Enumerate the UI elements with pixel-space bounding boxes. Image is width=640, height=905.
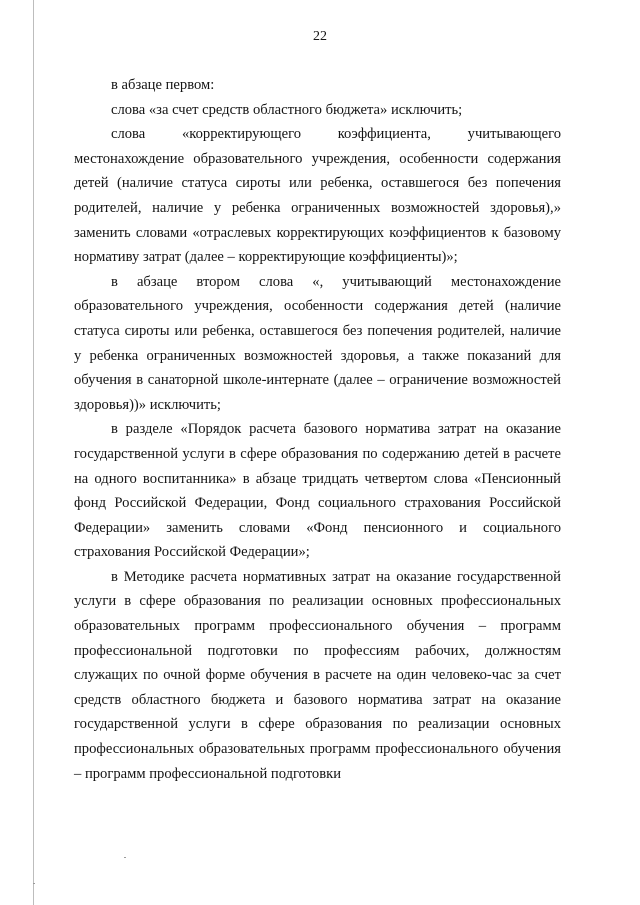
page-number: 22 — [313, 29, 327, 44]
paragraph: в Методике расчета нормативных затрат на оказание государственной услуги в сфере образования по реализации основных профессиональных образовательных программ профессионального обучения – программ профессиональной подготовки по профессиям рабочих, должностям служащих по очной форме обучения в расчете на один человеко-час за счет средств областного бюджета и базового норматива затрат на оказание государственной услуги в сфере образования по реализации основных профессиональных образовательных программ профессионального обучения – программ профессиональной подготовки — [74, 568, 561, 782]
paragraph: слова «корректирующего коэффициента, учитывающего местонахождение образовательного учреждения, особенности содержания детей (наличие статуса сироты или ребенка, оставшегося без попечения родителей, наличие у ребенка ограниченных возможностей здоровья),» заменить словами «отраслевых корректирующих коэффициентов к базовому нормативу затрат (далее – корректирующие коэффициенты)»; — [74, 126, 561, 266]
scan-speck — [33, 883, 35, 884]
document-body — [74, 73, 561, 786]
scan-speck — [124, 857, 126, 858]
paragraph: в абзаце втором слова «, учитывающий местонахождение образовательного учреждения, особенности содержания детей (наличие статуса сироты или ребенка, оставшегося без попечения родителей, наличие у ребенка ограниченных возможностей здоровья, а также показаний для обучения в санаторной школе-интернате (далее – ограничение возможностей здоровья))» исключить; — [74, 273, 561, 413]
paragraph: слова «за счет средств областного бюджета» исключить; — [111, 101, 463, 118]
paragraph: в разделе «Порядок расчета базового норматива затрат на оказание государственной услуги в сфере образования по содержанию детей в расчете на одного воспитанника» в абзаце тридцать четвертом слова «Пенсионный фонд Российской Федерации, Фонд социального страхования Российской Федерации» заменить словами «Фонд пенсионного и социального страхования Российской Федерации»; — [74, 421, 561, 561]
scan-edge-line — [33, 0, 34, 905]
paragraph: в абзаце первом: — [111, 77, 215, 93]
